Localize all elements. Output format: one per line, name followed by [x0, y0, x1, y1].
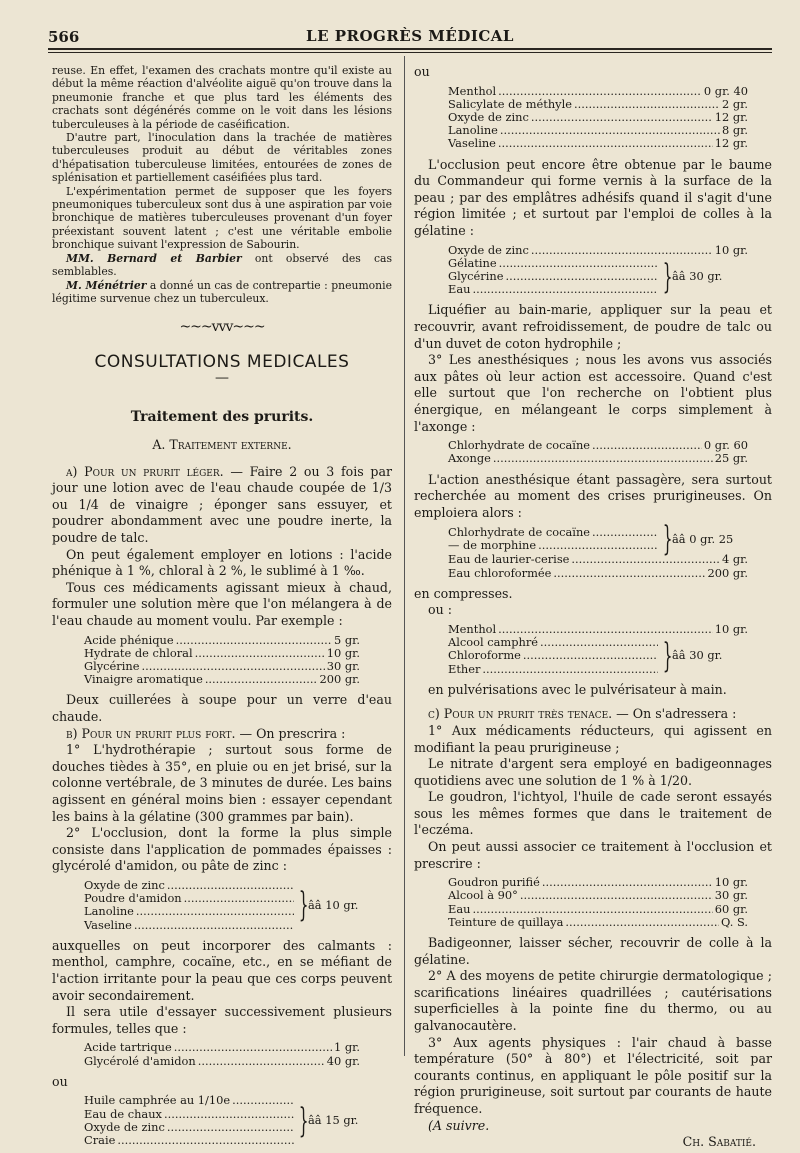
prescription-line: Eau ..... 60 gr.: [448, 903, 748, 916]
paragraph: auxquelles on peut incorporer des calmants : menthol, camphre, cocaïne, etc., en se méfiant de l'action irritante pour la peau que ces corps peuvent avoir secondairement.: [52, 937, 392, 1003]
page-number: 566: [48, 28, 80, 46]
author-name: M. Ménétrier: [66, 278, 147, 292]
paragraph: Liquéfier au bain-marie, appliquer sur la peau et recouvrir, avant refroidissement, de poudre de talc ou d'un duvet de coton hydrophile ;: [414, 302, 772, 351]
item-heading: b) Pour un prurit plus fort. —: [66, 725, 253, 741]
prescription-line: Glycérine .....: [448, 270, 660, 283]
prescription-line: Goudron purifié ..... 10 gr.: [448, 876, 748, 889]
paragraph: Il sera utile d'essayer successivement plusieurs formules, telles que :: [52, 1004, 392, 1036]
section-ornament: ~~~vvv~~~: [179, 319, 265, 336]
paragraph: 1° L'hydrothérapie ; surtout sous forme de douches tièdes à 35°, en pluie ou en jet brisé, sur la colonne vertébrale, de 3 minutes de durée. Les bains agissent en général moins bien : essayer cependant les bains à la gélatine (300 grammes par bain).: [52, 742, 392, 824]
prescription-line: Menthol ..... 10 gr.: [448, 623, 748, 636]
paragraph: L'expérimentation permet de supposer que les foyers pneumoniques tuberculeux sont dus à une aspiration par voie bronchique de matières tuberculeuses provenant d'un foyer préexistant souvent latent ; c'est une véritable embolie bronchique suivant l'expression de Sabourin.: [52, 184, 392, 252]
paragraph: en compresses.: [414, 585, 513, 601]
grouped-quantity: ââ 30 gr.: [672, 648, 723, 663]
prescription-line: Vaseline ..... 12 gr.: [448, 137, 748, 150]
header-rule-thin: [48, 52, 772, 53]
paragraph: Tous ces médicaments agissant mieux à chaud, formuler une solution mère que l'on mélangera à de l'eau chaude au moment voulu. Par exemple :: [52, 579, 392, 629]
paragraph: a) Pour un prurit léger. — Faire 2 ou 3 fois par jour une lotion avec de l'eau chaude coupée de 1/3 ou 1/4 de vinaigre ; éponger sans essuyer, et poudrer abondamment avec une poudre inerte, la poudre de talc.: [52, 463, 392, 546]
right-column: [414, 64, 772, 1151]
prescription-line: Chloroforme .....: [448, 649, 660, 662]
prescription-line: Huile camphrée au 1/10e .....: [84, 1094, 296, 1107]
grouped-quantity: ââ 0 gr. 25: [672, 531, 734, 546]
prescription: [448, 85, 748, 151]
column-divider: [404, 56, 405, 1056]
prescription: [84, 634, 360, 687]
prescription: [448, 244, 748, 297]
subsection-heading: A. Traitement externe.: [152, 437, 292, 453]
paragraph: On peut également employer en lotions : l'acide phénique à 1 %, chloral à 2 %, le sublimé à 1 ‰.: [52, 546, 392, 579]
paragraph: 2° L'occlusion, dont la forme la plus simple consiste dans l'application de pommades épaisses : glycérolé d'amidon, ou pâte de zinc :: [52, 825, 392, 874]
author-signature: Ch. Sabatié.: [682, 1134, 756, 1150]
prescription: [84, 1094, 360, 1147]
prescription-line: Oxyde de zinc ..... 12 gr.: [448, 111, 748, 124]
paragraph: en pulvérisations avec le pulvérisateur à main.: [428, 681, 727, 697]
conjunction: ou: [52, 1073, 68, 1089]
paragraph: reuse. En effet, l'examen des crachats montre qu'il existe au début la même réaction d'alvéolite aiguë qu'on trouve dans la pneumonie franche et que plus tard les éléments des crachats sont dégénérés comme on le voit dans les lésions tuberculeuses à la période de caséification.: [52, 64, 392, 131]
paragraph: On peut aussi associer ce traitement à l'occlusion et prescrire :: [414, 839, 772, 871]
running-header: [48, 26, 772, 46]
prescription: [448, 876, 748, 929]
prescription-line: Vinaigre aromatique ..... 200 gr.: [84, 673, 360, 686]
prescription-line: Axonge ..... 25 gr.: [448, 452, 748, 465]
prescription: [448, 519, 748, 580]
prescription-line: Chlorhydrate de cocaïne ..... 0 gr. 60: [448, 439, 748, 452]
header-rule-thick: [48, 48, 772, 50]
item-heading: c) Pour un prurit très tenace. —: [428, 706, 629, 722]
article-title: Traitement des prurits.: [130, 408, 314, 425]
paragraph: Le nitrate d'argent sera employé en badigeonnages quotidiens avec une solution de 1 % à 1/20.: [414, 756, 772, 788]
paragraph: Deux cuillerées à soupe pour un verre d'eau chaude.: [52, 692, 392, 725]
prescription-line: Alcool camphré .....: [448, 636, 660, 649]
prescription-line: Menthol ..... 0 gr. 40: [448, 85, 748, 98]
conjunction: ou: [414, 64, 430, 79]
prescription-line: Oxyde de zinc .....: [84, 1121, 296, 1134]
prescription-line: Oxyde de zinc .....: [84, 879, 296, 892]
paragraph: D'autre part, l'inoculation dans la trachée de matières tuberculeuses produit au début de véritables zones d'hépatisation tuberculeuse limitées, entourées de zones de splénisation et partiellement caséifiées plus tard.: [52, 131, 392, 185]
section-title: CONSULTATIONS MEDICALES: [94, 351, 350, 372]
paragraph: 2° A des moyens de petite chirurgie dermatologique ; scarifications linéaires quadrillées ; cautérisations superficielles à la pointe fine du thermo, ou au galvanocautère.: [414, 968, 772, 1034]
prescription-line: Gélatine .....: [448, 257, 660, 270]
prescription-line: Alcool à 90° ..... 30 gr.: [448, 889, 748, 902]
prescription-line: Lanoline ..... 8 gr.: [448, 124, 748, 137]
prescription-line: Salicylate de méthyle ..... 2 gr.: [448, 98, 748, 111]
journal-title: LE PROGRÈS MÉDICAL: [306, 27, 514, 45]
prescription-line: Teinture de quillaya ..... Q. S.: [448, 916, 748, 929]
prescription-line: Glycérine ..... 30 gr.: [84, 660, 360, 673]
paragraph: L'occlusion peut encore être obtenue par le baume du Commandeur qui forme vernis à la surface de la peau ; par des emplâtres adhésifs quand il s'agit d'une région limitée ; et surtout par l'emploi de colles à la gélatine :: [414, 156, 772, 238]
grouped-quantity: ââ 10 gr.: [308, 897, 359, 912]
grouped-quantity: ââ 15 gr.: [308, 1113, 359, 1128]
item-heading: a) Pour un prurit léger. —: [66, 463, 243, 479]
paragraph: c) Pour un prurit très tenace. — On s'adressera :: [428, 706, 737, 722]
author-names: MM. Bernard et Barbier: [66, 251, 242, 265]
paragraph: 3° Les anesthésiques ; nous les avons vus associés aux pâtes où leur action est accessoire. Quand c'est elle surtout que l'on recherche on l'obtient plus énergique, en mélangeant le corps simplement à l'axonge :: [414, 352, 772, 434]
left-column: [52, 64, 392, 1153]
paragraph: Badigeonner, laisser sécher, recouvrir de colle à la gélatine.: [414, 935, 772, 967]
section-dash: —: [215, 369, 229, 386]
paragraph: MM. Bernard et Barbier ont observé des cas semblables.: [52, 251, 392, 279]
prescription: [448, 439, 748, 465]
prescription-line: Eau de chaux .....: [84, 1108, 296, 1121]
prescription: [84, 879, 360, 932]
conjunction: ou :: [428, 602, 452, 618]
prescription-line: Eau de laurier-cerise ..... 4 gr.: [448, 553, 748, 566]
paragraph: M. Ménétrier a donné un cas de contrepartie : pneumonie légitime survenue chez un tuberculeux.: [52, 278, 392, 305]
brace: }: [298, 1100, 309, 1141]
paragraph: L'action anesthésique étant passagère, sera surtout recherchée au moment des crises prurigineuses. On emploiera alors :: [414, 471, 772, 520]
paragraph: b) Pour un prurit plus fort. — On prescrira :: [66, 725, 346, 741]
prescription-line: Ether .....: [448, 663, 660, 676]
paragraph: Le goudron, l'ichtyol, l'huile de cade seront essayés sous les mêmes formes que dans le traitement de l'eczéma.: [414, 789, 772, 838]
paragraph: 3° Aux agents physiques : l'air chaud à basse température (50° à 80°) et l'électricité, soit par courants continus, en appliquant le pôle positif sur la région prurigineuse, soit surtout par courants de haute fréquence.: [414, 1034, 772, 1117]
prescription: [448, 623, 748, 676]
brace: }: [662, 635, 673, 676]
prescription-line: Chlorhydrate de cocaïne .....: [448, 526, 660, 539]
prescription-line: Glycérolé d'amidon ..... 40 gr.: [84, 1055, 360, 1068]
prescription-line: Poudre d'amidon .....: [84, 892, 296, 905]
prescription-line: Craie .....: [84, 1134, 296, 1147]
prescription: [84, 1041, 360, 1067]
prescription-line: — de morphine .....: [448, 539, 660, 552]
prescription-line: Hydrate de chloral ..... 10 gr.: [84, 647, 360, 660]
prescription-line: Vaseline .....: [84, 919, 296, 932]
prescription-line: Lanoline .....: [84, 905, 296, 918]
prescription-line: Eau .....: [448, 283, 660, 296]
to-be-continued: (A suivre.: [428, 1117, 490, 1133]
previous-article-end: [52, 64, 392, 305]
brace: }: [662, 519, 673, 560]
prescription-line: Oxyde de zinc ..... 10 gr.: [448, 244, 748, 257]
brace: }: [662, 256, 673, 297]
brace: }: [298, 885, 309, 926]
paragraph: 1° Aux médicaments réducteurs, qui agissent en modifiant la peau prurigineuse ;: [414, 722, 772, 755]
grouped-quantity: ââ 30 gr.: [672, 268, 723, 283]
prescription-line: Acide phénique ..... 5 gr.: [84, 634, 360, 647]
prescription-line: Eau chloroformée ..... 200 gr.: [448, 567, 748, 580]
prescription-line: Acide tartrique ..... 1 gr.: [84, 1041, 360, 1054]
